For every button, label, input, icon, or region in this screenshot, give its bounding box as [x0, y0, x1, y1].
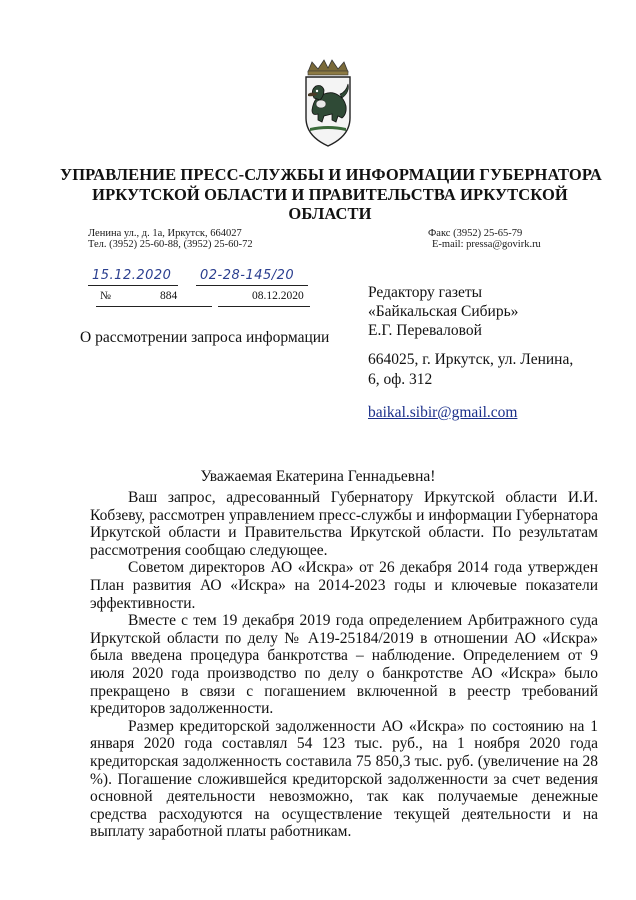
- addressee-line2: «Байкальская Сибирь»: [368, 303, 519, 320]
- addressee-line3: Е.Г. Переваловой: [368, 322, 482, 339]
- addressee-line1: Редактору газеты: [368, 284, 483, 301]
- letter-subject: О рассмотрении запроса информации: [80, 329, 330, 346]
- sender-email: E-mail: pressa@govirk.ru: [432, 239, 541, 250]
- handwritten-number: 02-28-145/20: [200, 268, 295, 283]
- outgoing-date-underline: [218, 306, 310, 307]
- outgoing-date: 08.12.2020: [252, 290, 304, 302]
- number-sign: №: [100, 290, 111, 302]
- addressee-address-line1: 664025, г. Иркутск, ул. Ленина,: [368, 351, 574, 368]
- handwritten-date: 15.12.2020: [92, 268, 172, 283]
- sender-address: Ленина ул., д. 1а, Иркутск, 664027: [88, 228, 242, 239]
- date-underline: [88, 285, 178, 286]
- body-paragraph: Советом директоров АО «Искра» от 26 декабря 2014 года утвержден План развития АО «Искра» на 2014-2023 годы и ключевые показатели эффективности.: [90, 559, 598, 612]
- outgoing-number-underline: [96, 306, 212, 307]
- sender-fax: Факс (3952) 25-65-79: [428, 228, 523, 239]
- addressee-address-line2: 6, оф. 312: [368, 371, 433, 388]
- addressee-email-link[interactable]: baikal.sibir@gmail.com: [368, 404, 518, 421]
- sender-phones: Тел. (3952) 25-60-88, (3952) 25-60-72: [88, 239, 253, 250]
- body-paragraph: Вместе с тем 19 декабря 2019 года определением Арбитражного суда Иркутской области по делу № А19-25184/2019 в отношении АО «Искра» была введена процедура банкротства – наблюдение. Определением от 9 июля 2020 года производство по делу о банкротстве АО «Искра» было прекращено в связи с погашением включенной в реестр требований кредиторов задолженности.: [90, 612, 598, 718]
- outgoing-number: 884: [160, 290, 178, 302]
- body-paragraph: Размер кредиторской задолженности АО «Искра» по состоянию на 1 января 2020 года составлял 54 123 тыс. руб., на 1 ноября 2020 года кредиторская задолженность составила 75 850,3 тыс. руб. (увеличение на 28 %). Погашение сложившейся кредиторской задолженности за счет ведения основной деятельности невозможно, так как получаемые денежные средства расходуются на осуществление текущей деятельности и на выплату заработной платы работникам.: [90, 717, 598, 841]
- body-paragraph: Ваш запрос, адресованный Губернатору Иркутской области И.И. Кобзеву, рассмотрен управлением пресс-службы и информации Губернатора Иркутской области и Правительства Иркутской области. По результатам рассмотрения сообщаю следующее.: [90, 489, 598, 559]
- header-title-line1: УПРАВЛЕНИЕ ПРЕСС-СЛУЖБЫ И ИНФОРМАЦИИ ГУБЕРНАТОРА: [60, 165, 602, 184]
- letter-body: [90, 489, 598, 841]
- coat-of-arms-icon: [302, 58, 354, 148]
- header-title-line3: ОБЛАСТИ: [288, 204, 372, 223]
- salutation: Уважаемая Екатерина Геннадьевна!: [200, 468, 436, 485]
- number-underline: [196, 285, 308, 286]
- header-title-line2: ИРКУТСКОЙ ОБЛАСТИ И ПРАВИТЕЛЬСТВА ИРКУТСКОЙ: [92, 185, 568, 204]
